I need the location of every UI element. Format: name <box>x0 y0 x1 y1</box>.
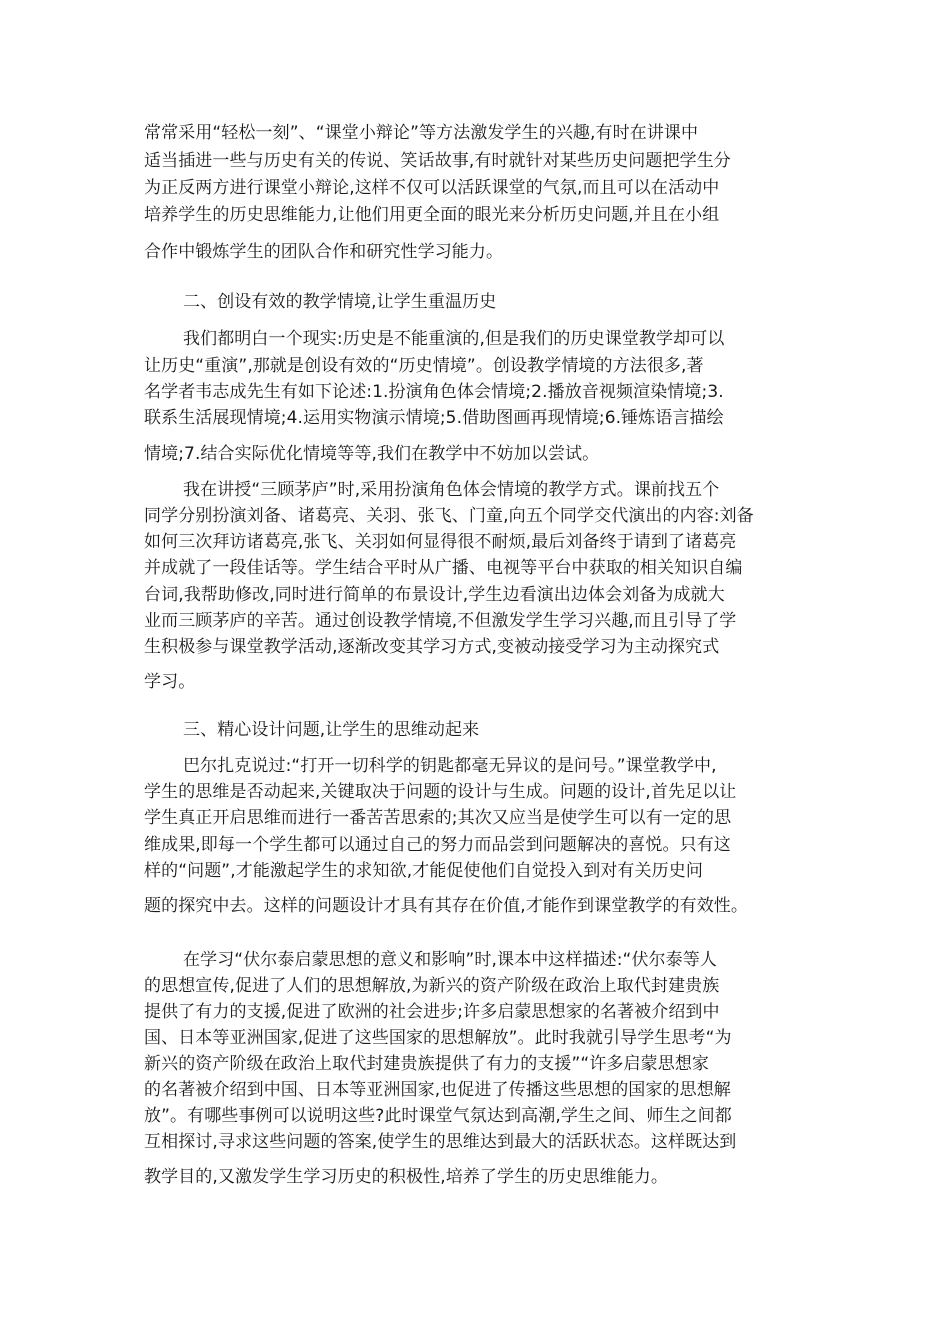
paragraph-line: 为正反两方进行课堂小辩论,这样不仅可以活跃课堂的气氛,而且可以在活动中 <box>144 178 720 198</box>
paragraph-line: 如何三次拜访诸葛亮,张飞、关羽如何显得很不耐烦,最后刘备终于请到了诸葛亮 <box>144 532 737 552</box>
paragraph-line: 学生真正开启思维而进行一番苦苦思索的;其次又应当是使学生可以有一定的思 <box>144 808 732 828</box>
paragraph-line: 互相探讨,寻求这些问题的答案,使学生的思维达到最大的活跃状态。这样既达到 <box>144 1132 737 1152</box>
paragraph-line: 学生的思维是否动起来,关键取决于问题的设计与生成。问题的设计,首先足以让 <box>144 782 737 802</box>
paragraph-line: 常常采用“轻松一刻”、“课堂小辩论”等方法激发学生的兴趣,有时在讲课中 <box>144 123 699 143</box>
section-heading: 三、精心设计问题,让学生的思维动起来 <box>183 720 480 740</box>
paragraph-line: 新兴的资产阶级在政治上取代封建贵族提供了有力的支援”“许多启蒙思想家 <box>144 1054 710 1074</box>
paragraph-line: 让历史“重演”,那就是创设有效的“历史情境”。创设教学情境的方法很多,著 <box>144 356 704 376</box>
paragraph-line: 培养学生的历史思维能力,让他们用更全面的眼光来分析历史问题,并且在小组 <box>144 205 720 225</box>
paragraph-line: 我们都明白一个现实:历史是不能重演的,但是我们的历史课堂教学却可以 <box>183 329 725 349</box>
paragraph-line: 学习。 <box>144 672 196 692</box>
paragraph-line: 联系生活展现情境;4.运用实物演示情境;5.借助图画再现情境;6.锤炼语言描绘 <box>144 408 724 428</box>
paragraph-line: 名学者韦志成先生有如下论述:1.扮演角色体会情境;2.播放音视频渲染情境;3. <box>144 382 724 402</box>
paragraph-line: 合作中锻炼学生的团队合作和研究性学习能力。 <box>144 242 504 262</box>
paragraph-line: 维成果,即每一个学生都可以通过自己的努力而品尝到问题解决的喜悦。只有这 <box>144 835 731 855</box>
paragraph-line: 同学分别扮演刘备、诸葛亮、关羽、张飞、门童,向五个同学交代演出的内容:刘备 <box>144 506 754 526</box>
paragraph-line: 情境;7.结合实际优化情境等等,我们在教学中不妨加以尝试。 <box>144 444 600 464</box>
paragraph-line: 样的“问题”,才能激起学生的求知欲,才能促使他们自觉投入到对有关历史问 <box>144 861 703 881</box>
paragraph-line: 放”。有哪些事例可以说明这些?此时课堂气氛达到高潮,学生之间、师生之间都 <box>144 1106 732 1126</box>
paragraph-line: 的名著被介绍到中国、日本等亚洲国家,也促进了传播这些思想的国家的思想解 <box>144 1080 731 1100</box>
paragraph-line: 巴尔扎克说过:“打开一切科学的钥匙都毫无异议的是问号。”课堂教学中, <box>183 756 717 776</box>
paragraph-line: 国、日本等亚洲国家,促进了这些国家的思想解放”。此时我就引导学生思考“为 <box>144 1028 732 1048</box>
paragraph-line: 的思想宣传,促进了人们的思想解放,为新兴的资产阶级在政治上取代封建贵族 <box>144 976 720 996</box>
paragraph-line: 并成就了一段佳话等。学生结合平时从广播、电视等平台中获取的相关知识自编 <box>144 558 743 578</box>
paragraph-line: 在学习“伏尔泰启蒙思想的意义和影响”时,课本中这样描述:“伏尔泰等人 <box>183 950 717 970</box>
paragraph-line: 题的探究中去。这样的问题设计才具有其存在价值,才能作到课堂教学的有效性。 <box>144 896 749 916</box>
paragraph-line: 业而三顾茅庐的辛苦。通过创设教学情境,不但激发学生学习兴趣,而且引导了学 <box>144 611 737 631</box>
paragraph-line: 适当插进一些与历史有关的传说、笑话故事,有时就针对某些历史问题把学生分 <box>144 151 731 171</box>
section-heading: 二、创设有效的教学情境,让学生重温历史 <box>183 292 497 312</box>
paragraph-line: 台词,我帮助修改,同时进行简单的布景设计,学生边看演出边体会刘备为成就大 <box>144 585 725 605</box>
paragraph-line: 生积极参与课堂教学活动,逐渐改变其学习方式,变被动接受学习为主动探究式 <box>144 637 720 657</box>
paragraph-line: 教学目的,又激发学生学习历史的积极性,培养了学生的历史思维能力。 <box>144 1167 669 1187</box>
paragraph-line: 我在讲授“三顾茅庐”时,采用扮演角色体会情境的教学方式。课前找五个 <box>183 480 720 500</box>
paragraph-line: 提供了有力的支援,促进了欧洲的社会进步;许多启蒙思想家的名著被介绍到中 <box>144 1002 720 1022</box>
